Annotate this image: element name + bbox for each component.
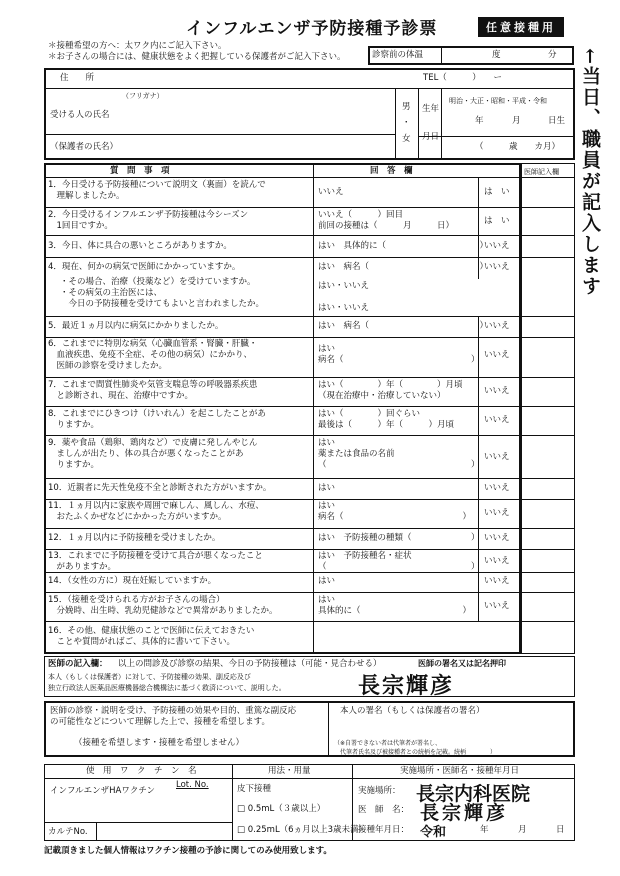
- q7-no[interactable]: いいえ: [484, 386, 510, 396]
- q8-text: 8．これまでにひきつけ（けいれん）を起こしたことがあ りますか。: [48, 409, 266, 431]
- q4-no[interactable]: いいえ: [484, 262, 510, 272]
- q3-answer[interactable]: はい 具体的に（ ）: [318, 241, 489, 251]
- furigana-label: （フリガナ）: [122, 92, 164, 100]
- q6-no[interactable]: いいえ: [484, 350, 510, 360]
- place-header: 実施場所・医師名・接種年月日: [400, 766, 520, 776]
- era-value: 令和: [420, 825, 447, 840]
- doctor-label: 医師の記入欄：: [48, 659, 108, 669]
- q1-no[interactable]: いいえ: [318, 187, 344, 197]
- q11-text: 11．１ヵ月以内に家族や周囲で麻しん、風しん、水痘、 おたふくかぜなどにかかった方がいますか。: [48, 501, 264, 523]
- consent-signature-field[interactable]: [332, 718, 572, 738]
- sex-female: 女: [402, 134, 411, 144]
- birth-year: 年: [475, 116, 484, 126]
- q9-text: 9．薬や食品（鶏卵、鶏肉など）で皮膚に発しんやじん ましんが出たり、体の具合が悪くなったことがあ りますか。: [48, 438, 258, 471]
- q9-no[interactable]: いいえ: [484, 452, 510, 462]
- doctor-result: 以上の問診及び診察の結果、今日の予防接種は（可能・見合わせる）: [118, 659, 382, 669]
- note-1: ＊接種希望の方へ：太ワク内にご記入下さい。: [48, 41, 227, 51]
- consent-signature-label: 本人の署名（もしくは保護者の署名）: [340, 706, 485, 716]
- route: 皮下接種: [237, 784, 272, 794]
- lot-number[interactable]: Lot. No.: [176, 780, 209, 790]
- q12-text: 12．１ヵ月以内に予防接種を受けましたか。: [48, 533, 221, 543]
- place-value: 長宗内科医院: [416, 783, 531, 805]
- doctor-signature: 長宗輝彦: [358, 673, 455, 699]
- vaccine-header: 使 用 ワ ク チ ン 名: [86, 766, 197, 776]
- q2-text: 2．今日受けるインフルエンザ予防接種は今シーズン 1回目ですか。: [48, 210, 249, 232]
- q4-sub-text: ・その場合、治療（投薬など）を受けていますか。 ・その病気の主治医には、 今日の予防接種を受けてもよいと言われましたか。: [60, 277, 265, 310]
- q4-sub-answer-1[interactable]: はい・いいえ: [318, 281, 370, 291]
- date-month: 月: [518, 825, 527, 835]
- q8-answer[interactable]: はい（ ）回ぐらい 最後は（ ）年（ ）月頃: [318, 409, 455, 431]
- q13-text: 13．これまでに予防接種を受けて具合が悪くなったこと がありますか。: [48, 551, 263, 573]
- chart-number[interactable]: カルテNo.: [48, 827, 88, 837]
- page-title: インフルエンザ予防接種予診票: [186, 19, 438, 39]
- q12-no[interactable]: いいえ: [484, 533, 510, 543]
- date-label: 接種年月日：: [358, 825, 410, 835]
- q9-answer[interactable]: はい 薬または食品の名前 （ ）: [318, 438, 480, 471]
- q11-answer[interactable]: はい 病名（ ）: [318, 501, 472, 523]
- consent-choice[interactable]: （接種を希望します・接種を希望しません）: [74, 738, 245, 748]
- sex-male: 男: [402, 102, 411, 112]
- q7-answer[interactable]: はい（ ）年（ ）月頃 （現在治療中・治療していない）: [318, 380, 463, 402]
- q14-answer[interactable]: はい: [318, 576, 336, 586]
- voluntary-badge: 任意接種用: [478, 17, 564, 37]
- tel-label: TEL（ ） ー: [423, 73, 503, 83]
- q5-no[interactable]: いいえ: [484, 321, 510, 331]
- temperature-label: 診察前の体温: [372, 50, 424, 60]
- doctor-notes-column[interactable]: [521, 163, 575, 654]
- q1-yes[interactable]: は い: [484, 187, 510, 197]
- place-label: 実施場所：: [358, 786, 401, 796]
- q4-text: 4．現在、何かの病気で医師にかかっていますか。: [48, 262, 241, 272]
- q3-no[interactable]: いいえ: [484, 241, 510, 251]
- dose-option-2[interactable]: □ 0.25mL（6ヵ月以上3歳未満）: [237, 825, 367, 835]
- q10-answer[interactable]: はい: [318, 483, 336, 493]
- temp-min: 分: [548, 50, 557, 60]
- guardian-label: （保護者の氏名）: [50, 142, 119, 152]
- doctor-explain-2: 独立行政法人医薬品医療機器総合機構法に基づく救済について、説明した。: [48, 684, 286, 692]
- q2-yes[interactable]: は い: [484, 216, 510, 226]
- q4-answer[interactable]: はい 病名（ ）: [318, 262, 489, 272]
- consent-text: 医師の診察・説明を受け、予防接種の効果や目的、重篤な副反応 の可能性などについて理解した上で、接種を希望します。: [50, 706, 297, 727]
- birth-label-b: 月日: [422, 132, 440, 142]
- q15-text: 15．（接種を受けられる方がお子さんの場合） 分娩時、出生時、乳幼児健診などで異常がありましたか。: [48, 595, 278, 617]
- q16-text: 16．その他、健康状態のことで医師に伝えておきたい ことや質問がればご、具体的に書いて下さい。: [48, 626, 255, 648]
- era-options: 明治・大正・昭和・平成・令和: [449, 97, 547, 105]
- sex-dot: ・: [402, 118, 411, 128]
- date-day: 日: [556, 825, 565, 835]
- doctor-explain-1: 本人（もしくは保護者）に対して、予防接種の効果、副反応及び: [48, 673, 251, 681]
- dose-header: 用法・用量: [268, 766, 311, 776]
- birth-day: 日生: [548, 116, 566, 126]
- birth-month: 月: [512, 116, 521, 126]
- header-question: 質 問 事 項: [110, 166, 170, 176]
- q7-text: 7．これまで間質性肺炎や気管支喘息等の呼吸器系疾患 と診断され、現在、治療中ですか。: [48, 380, 258, 402]
- q8-no[interactable]: いいえ: [484, 415, 510, 425]
- q11-no[interactable]: いいえ: [484, 508, 510, 518]
- q2-answer[interactable]: いいえ（ ）回目 前回の接種は（ 月 日）: [318, 210, 455, 232]
- q15-answer[interactable]: はい 具体的に（ ）: [318, 595, 472, 617]
- privacy-footer: 記載頂きました個人情報はワクチン接種の予診に関してのみ使用致します。: [44, 846, 332, 856]
- birth-label-a: 生年: [422, 104, 440, 114]
- q6-answer[interactable]: はい 病名（ ）: [318, 344, 480, 366]
- age: （ 歳 カ月）: [475, 142, 561, 152]
- q15-no[interactable]: いいえ: [484, 601, 510, 611]
- q3-text: 3．今日、体に具合の悪いところがありますか。: [48, 241, 232, 251]
- q5-answer[interactable]: はい 病名（ ）: [318, 321, 489, 331]
- doctor-name-label: 医 師 名：: [358, 805, 410, 815]
- header-doctor: 医師記入欄: [524, 168, 559, 176]
- q14-text: 14．（女性の方に）現在妊娠していますか。: [48, 576, 217, 586]
- date-year: 年: [480, 825, 489, 835]
- header-answer: 回 答 欄: [370, 166, 413, 176]
- q16-answer-area[interactable]: [315, 623, 519, 652]
- note-2: ＊お子さんの場合には、健康状態をよく把握している保護者がご記入下さい。: [48, 52, 346, 62]
- margin-handwritten-note: ←当日、職員が記入します: [579, 48, 601, 297]
- q14-no[interactable]: いいえ: [484, 576, 510, 586]
- q10-text: 10．近親者に先天性免疫不全と診断された方がいますか。: [48, 483, 272, 493]
- q10-no[interactable]: いいえ: [484, 483, 510, 493]
- q13-no[interactable]: いいえ: [484, 556, 510, 566]
- q5-text: 5．最近１ヵ月以内に病気にかかりましたか。: [48, 321, 224, 331]
- q6-text: 6．これまでに特別な病気（心臓血管系・腎臓・肝臓・ 血液疾患、免疫不全症、その他の病気）にかかり、 医師の診察を受けましたか。: [48, 339, 258, 372]
- name-label: 受ける人の氏名: [50, 110, 110, 120]
- dose-option-1[interactable]: □ 0.5mL（３歳以上）: [237, 804, 326, 814]
- doctor-name-value: 長宗輝彦: [420, 802, 509, 824]
- q4-sub-answer-2[interactable]: はい・いいえ: [318, 303, 370, 313]
- q12-answer[interactable]: はい 予防接種の種類（ ）: [318, 533, 480, 543]
- temp-deg: 度: [492, 50, 501, 60]
- doctor-signature-label: 医師の署名又は記名押印: [418, 659, 506, 668]
- vaccine-name: インフルエンザHAワクチン: [50, 786, 155, 796]
- q13-answer[interactable]: はい 予防接種名・症状 （ ）: [318, 551, 480, 573]
- consent-proxy-note: （※自署できない者は代筆者が署名し、 代筆者氏名及び被接種者との続柄を記載。続柄 ）: [334, 740, 497, 756]
- q1-text: 1．今日受ける予防接種について説明文（裏面）を読んで 理解しましたか。: [48, 180, 266, 202]
- address-label: 住 所: [60, 73, 95, 83]
